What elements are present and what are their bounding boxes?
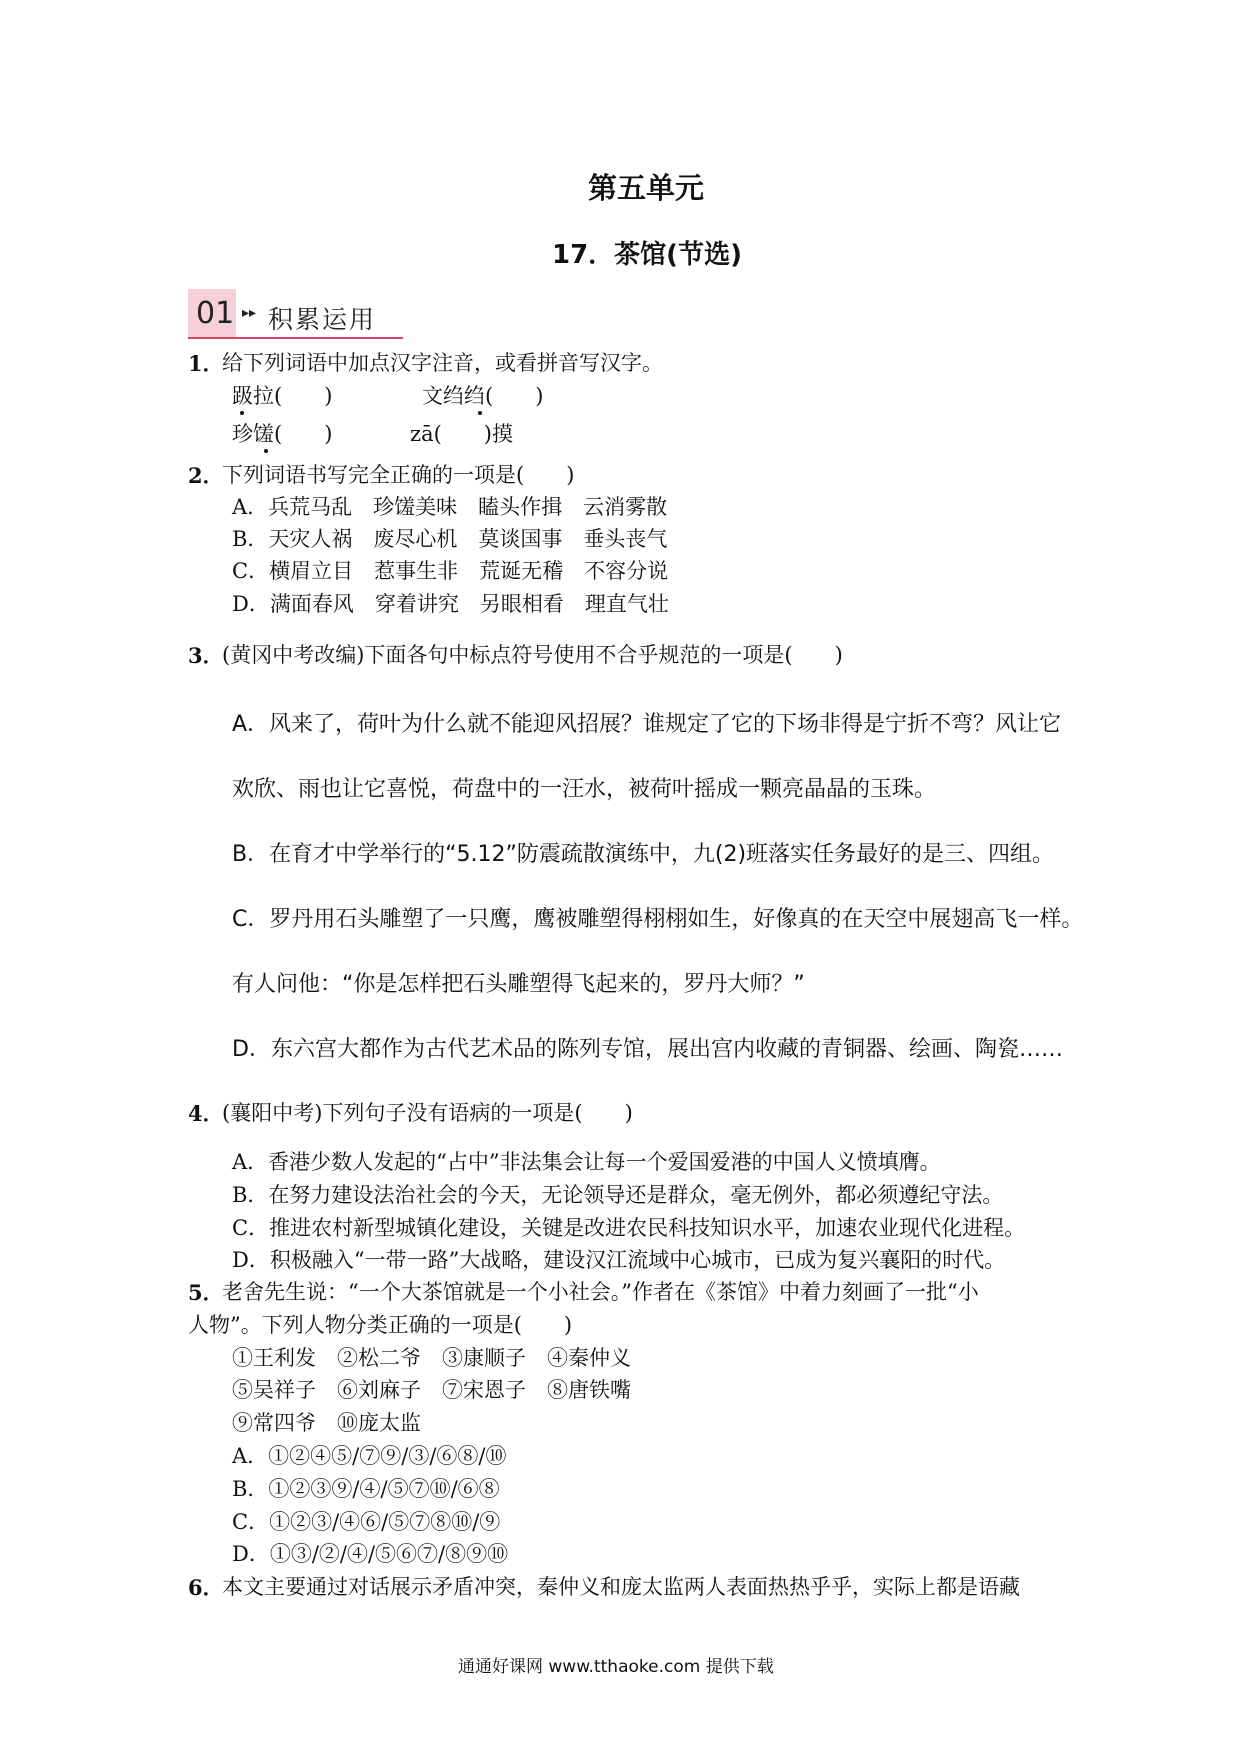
q1-number: 1． [188,351,224,376]
q5-people-row-2: ⑤吴祥子 ⑥刘麻子 ⑦宋恩子 ⑧唐铁嘴 [232,1378,631,1402]
q5-stem-line1: 老舍先生说：“一个大茶馆就是一个小社会。”作者在《茶馆》中着力刻画了一批“小 [222,1280,979,1304]
lesson-title: 17．茶馆(节选) [552,240,742,270]
q5-people-row-3: ⑨常四爷 ⑩庞太监 [232,1411,421,1435]
q5-option-c: C．①②③/④⑥/⑤⑦⑧⑩/⑨ [232,1510,501,1534]
q1-item-1: 趿拉( ) [232,384,333,408]
q1-item-3: 珍馐( ) [232,422,333,446]
q2-option-a: A．兵荒马乱 珍馐美味 瞌头作揖 云消雾散 [232,495,668,519]
q1-stem: 给下列词语中加点汉字注音，或看拼音写汉字。 [222,351,663,375]
double-arrow-icon: ▸▸ [242,305,257,321]
q1-item-4: zā( )摸 [410,422,513,446]
q5-stem-line2: 人物”。下列人物分类正确的一项是( ) [188,1313,573,1337]
q2-option-d: D．满面春风 穿着讲究 另眼相看 理直气壮 [232,592,669,616]
section-label: 积累运用 [268,305,377,334]
q5-number: 5． [188,1280,224,1305]
q4-option-d: D．积极融入“一带一路”大战略，建设汉江流域中心城市，已成为复兴襄阳的时代。 [232,1248,1006,1272]
q5-option-b: B．①②③⑨/④/⑤⑦⑩/⑥⑧ [232,1477,500,1501]
q1-item-2: 文绉绉( ) [422,384,544,408]
q2-option-b: B．天灾人祸 废尽心机 莫谈国事 垂头丧气 [232,527,668,551]
q6-stem: 本文主要通过对话展示矛盾冲突，秦仲义和庞太监两人表面热热乎乎，实际上都是语藏 [222,1575,1020,1599]
q3-option-c-line1: C．罗丹用石头雕塑了一只鹰，鹰被雕塑得栩栩如生，好像真的在天空中展翅高飞一样。 [232,907,1084,932]
q2-option-c: C．横眉立目 惹事生非 荒诞无稽 不容分说 [232,559,669,583]
emphasis-dot [264,449,268,453]
q3-option-b: B．在育才中学举行的“5.12”防震疏散演练中，九(2)班落实任务最好的是三、四组。 [232,842,1055,867]
q5-option-a: A．①②④⑤/⑦⑨/③/⑥⑧/⑩ [232,1444,507,1468]
section-underline [188,337,403,339]
q4-option-c: C．推进农村新型城镇化建设，关键是改进农民科技知识水平，加速农业现代化进程。 [232,1216,1026,1240]
page-footer: 通通好课网 www.tthaoke.com 提供下载 [458,1657,774,1677]
q5-option-d: D．①③/②/④/⑤⑥⑦/⑧⑨⑩ [232,1542,509,1566]
q3-option-a-line1: A．风来了，荷叶为什么就不能迎风招展？谁规定了它的下场非得是宁折不弯？风让它 [232,712,1062,737]
q3-option-c-line2: 有人问他：“你是怎样把石头雕塑得飞起来的，罗丹大师？” [232,972,805,997]
q2-number: 2． [188,463,224,488]
unit-title: 第五单元 [588,171,705,205]
q4-option-b: B．在努力建设法治社会的今天，无论领导还是群众，毫无例外，都必须遵纪守法。 [232,1183,1004,1207]
q5-people-row-1: ①王利发 ②松二爷 ③康顺子 ④秦仲义 [232,1346,631,1370]
q2-stem: 下列词语书写完全正确的一项是( ) [222,463,575,487]
q3-option-d: D．东六宫大都作为古代艺术品的陈列专馆，展出宫内收藏的青铜器、绘画、陶瓷…… [232,1037,1063,1062]
q3-stem: (黄冈中考改编)下面各句中标点符号使用不合乎规范的一项是( ) [222,643,843,667]
section-number: 01 [196,296,235,331]
q3-option-a-line2: 欢欣、雨也让它喜悦，荷盘中的一汪水，被荷叶摇成一颗亮晶晶的玉珠。 [232,777,937,802]
q3-number: 3． [188,643,224,668]
q6-number: 6． [188,1575,224,1600]
emphasis-dot [240,411,244,415]
q4-stem: (襄阳中考)下列句子没有语病的一项是( ) [222,1101,633,1125]
q4-number: 4． [188,1101,224,1126]
emphasis-dot [478,411,482,415]
q4-option-a: A．香港少数人发起的“占中”非法集会让每一个爱国爱港的中国人义愤填膺。 [232,1150,941,1174]
